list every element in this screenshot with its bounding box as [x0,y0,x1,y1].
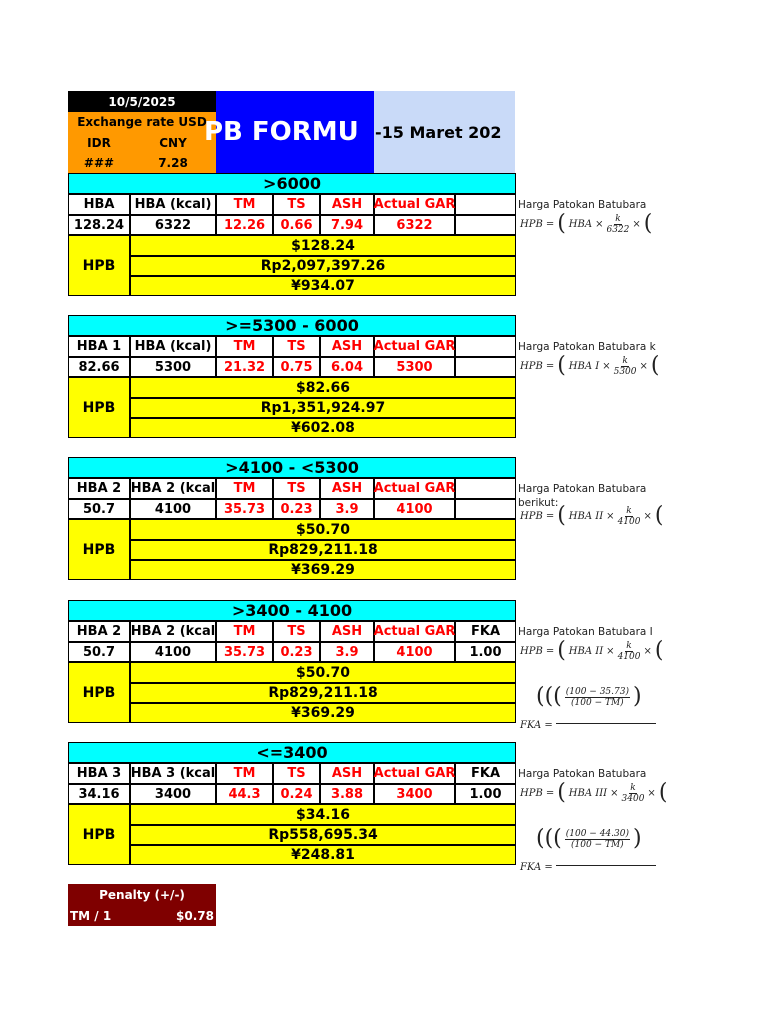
equation-hba: HBA II [568,645,604,657]
equation-denominator: 3400 [621,793,645,804]
column-header: HBA 3 [68,763,130,784]
equation-k: k [622,355,628,366]
equation-lhs: HPB [520,787,543,799]
penalty-value: $0.78 [176,909,214,923]
column-header: Actual GAR [374,194,455,215]
data-cell[interactable]: 21.32 [216,357,273,377]
column-header: HBA 2 [68,621,130,642]
data-cell[interactable]: 3.9 [320,499,374,519]
fka-fraction: ((( $\frac{(100 - 35.73)}{(100 - TM)}$ ) [536,684,642,709]
fka-lhs: FKA = [520,720,553,731]
column-header: ASH [320,621,374,642]
equation-k: k [615,213,621,224]
column-header: HBA 1 [68,336,130,357]
column-header: HBA 2 (kcal [130,478,216,499]
hpb-label: HPB [68,519,130,580]
column-header: HBA 3 (kcal [130,763,216,784]
equation-denominator: 5300 [613,366,637,377]
hpb-usd-value[interactable]: $34.16 [130,804,516,825]
column-header: FKA [455,621,516,642]
hpb-equation: HPB = ( HBA I × $\frac{k}{5300}$ × ( [520,353,660,378]
fka-fraction: ((( $\frac{(100 - 44.30)}{(100 - TM)}$ ) [536,826,642,851]
formula-caption: Harga Patokan Batubara k [518,341,656,353]
column-header: TM [216,763,273,784]
section-title: >6000 [68,173,516,194]
data-cell[interactable]: 6.04 [320,357,374,377]
column-header: TS [273,336,320,357]
column-header: TM [216,621,273,642]
data-cell[interactable]: 4100 [130,499,216,519]
column-header: FKA [455,763,516,784]
column-header: HBA (kcal) [130,336,216,357]
data-cell[interactable]: 0.24 [273,784,320,804]
data-cell[interactable]: 0.66 [273,215,320,235]
section-title: >4100 - <5300 [68,457,516,478]
column-header: TS [273,763,320,784]
equation-lhs: HPB [520,645,543,657]
hpb-label: HPB [68,804,130,865]
data-cell[interactable]: 3400 [374,784,455,804]
empty-cell [455,357,516,377]
data-cell[interactable]: 82.66 [68,357,130,377]
hpb-equation: HPB = ( HBA III × $\frac{k}{3400}$ × ( [520,780,668,805]
formula-image [516,197,661,247]
formula-image [516,339,661,389]
data-cell[interactable]: 4100 [374,499,455,519]
column-header: TS [273,478,320,499]
data-cell[interactable]: 7.94 [320,215,374,235]
empty-cell [455,336,516,357]
data-cell[interactable]: 128.24 [68,215,130,235]
data-cell[interactable]: 44.3 [216,784,273,804]
data-cell[interactable]: 0.23 [273,499,320,519]
hpb-idr-value[interactable]: Rp829,211.18 [130,683,516,703]
hpb-cny-value[interactable]: ¥934.07 [130,276,516,296]
equation-hba: HBA I [568,360,600,372]
penalty-title: Penalty (+/-) [68,884,216,906]
equation-denominator: 6322 [606,224,630,235]
data-cell[interactable]: 50.7 [68,499,130,519]
formula-caption: Harga Patokan Batubara I [518,626,653,638]
data-cell[interactable]: 3.88 [320,784,374,804]
column-header: Actual GAR [374,336,455,357]
fka-equation [520,720,656,731]
data-cell[interactable]: 4100 [374,642,455,662]
column-header: TM [216,194,273,215]
data-cell[interactable]: 12.26 [216,215,273,235]
column-header: Actual GAR [374,763,455,784]
column-header: Actual GAR [374,621,455,642]
column-header: TM [216,478,273,499]
idr-label: IDR [68,132,130,153]
equation-lhs: HPB [520,218,543,230]
hpb-label: HPB [68,235,130,296]
equation-k: k [626,505,632,516]
column-header: ASH [320,763,374,784]
section-title: <=3400 [68,742,516,763]
equation-k: k [626,640,632,651]
data-cell[interactable]: 3400 [130,784,216,804]
hpb-usd-value[interactable]: $50.70 [130,519,516,540]
cny-label: CNY [130,132,216,153]
hpb-idr-value[interactable]: Rp2,097,397.26 [130,256,516,276]
data-cell[interactable]: 0.75 [273,357,320,377]
hpb-usd-value[interactable]: $50.70 [130,662,516,683]
equation-lhs: HPB [520,360,543,372]
formula-caption-2: berikut: [518,497,559,509]
fka-numerator: (100 − 35.73) [565,686,629,697]
column-header: ASH [320,478,374,499]
data-cell[interactable]: 1.00 [455,784,516,804]
data-cell[interactable]: 6322 [374,215,455,235]
hpb-label: HPB [68,377,130,438]
hpb-cny-value[interactable]: ¥602.08 [130,418,516,438]
formula-image [516,624,664,742]
data-cell[interactable]: 6322 [130,215,216,235]
equation-lhs: HPB [520,510,543,522]
fka-equation [520,862,656,873]
column-header: HBA 2 (kcal [130,621,216,642]
formula-image [516,481,664,531]
equation-hba: HBA [568,218,593,230]
column-header: TS [273,194,320,215]
data-cell[interactable]: 35.73 [216,499,273,519]
equation-denominator: 4100 [617,516,641,527]
equation-hba: HBA II [568,510,604,522]
date-cell[interactable]: 10/5/2025 [68,91,216,112]
hpb-usd-value[interactable]: $128.24 [130,235,516,256]
column-header: Actual GAR [374,478,455,499]
penalty-label: TM / 1 [70,909,112,923]
fka-lhs: FKA = [520,862,553,873]
column-header: HBA (kcal) [130,194,216,215]
empty-cell [455,478,516,499]
data-cell[interactable]: 5300 [374,357,455,377]
empty-cell [455,215,516,235]
hpb-usd-value[interactable]: $82.66 [130,377,516,398]
equation-denominator: 4100 [617,651,641,662]
idr-rate-value[interactable]: ### [68,153,130,173]
data-cell[interactable]: 50.7 [68,642,130,662]
hpb-cny-value[interactable]: ¥369.29 [130,703,516,723]
data-cell[interactable]: 34.16 [68,784,130,804]
section-title: >=5300 - 6000 [68,315,516,336]
equation-hba: HBA III [568,787,608,799]
data-cell[interactable]: 35.73 [216,642,273,662]
hpb-equation: HPB = ( HBA × $\frac{k}{6322}$ × ( [520,211,653,236]
formula-caption: Harga Patokan Batubara [518,199,647,211]
penalty-row[interactable] [68,906,216,926]
exchange-rate-label: Exchange rate USD [68,112,216,132]
hpb-idr-value[interactable]: Rp1,351,924.97 [130,398,516,418]
column-header: ASH [320,194,374,215]
hpb-equation: HPB = ( HBA II × $\frac{k}{4100}$ × ( [520,503,664,528]
data-cell[interactable]: 5300 [130,357,216,377]
column-header: HBA [68,194,130,215]
empty-cell [455,499,516,519]
data-cell[interactable]: 3.9 [320,642,374,662]
column-header: TM [216,336,273,357]
empty-cell [455,194,516,215]
page-title: PB FORMU [216,91,374,173]
equation-k: k [630,782,636,793]
hpb-idr-value[interactable]: Rp558,695.34 [130,825,516,845]
fka-numerator: (100 − 44.30) [565,828,629,839]
column-header: TS [273,621,320,642]
data-cell[interactable]: 0.23 [273,642,320,662]
column-header: ASH [320,336,374,357]
data-cell[interactable]: 1.00 [455,642,516,662]
section-title: >3400 - 4100 [68,600,516,621]
column-header: HBA 2 [68,478,130,499]
formula-caption: Harga Patokan Batubara [518,483,647,495]
fka-denominator: (100 − TM) [571,839,624,850]
cny-rate-value[interactable]: 7.28 [130,153,216,173]
hpb-equation: HPB = ( HBA II × $\frac{k}{4100}$ × ( [520,638,664,663]
formula-image [516,766,668,884]
hpb-label: HPB [68,662,130,723]
hpb-cny-value[interactable]: ¥369.29 [130,560,516,580]
formula-caption: Harga Patokan Batubara [518,768,647,780]
fka-denominator: (100 − TM) [571,697,624,708]
data-cell[interactable]: 4100 [130,642,216,662]
period-title: -15 Maret 202 [374,91,515,173]
hpb-idr-value[interactable]: Rp829,211.18 [130,540,516,560]
hpb-cny-value[interactable]: ¥248.81 [130,845,516,865]
